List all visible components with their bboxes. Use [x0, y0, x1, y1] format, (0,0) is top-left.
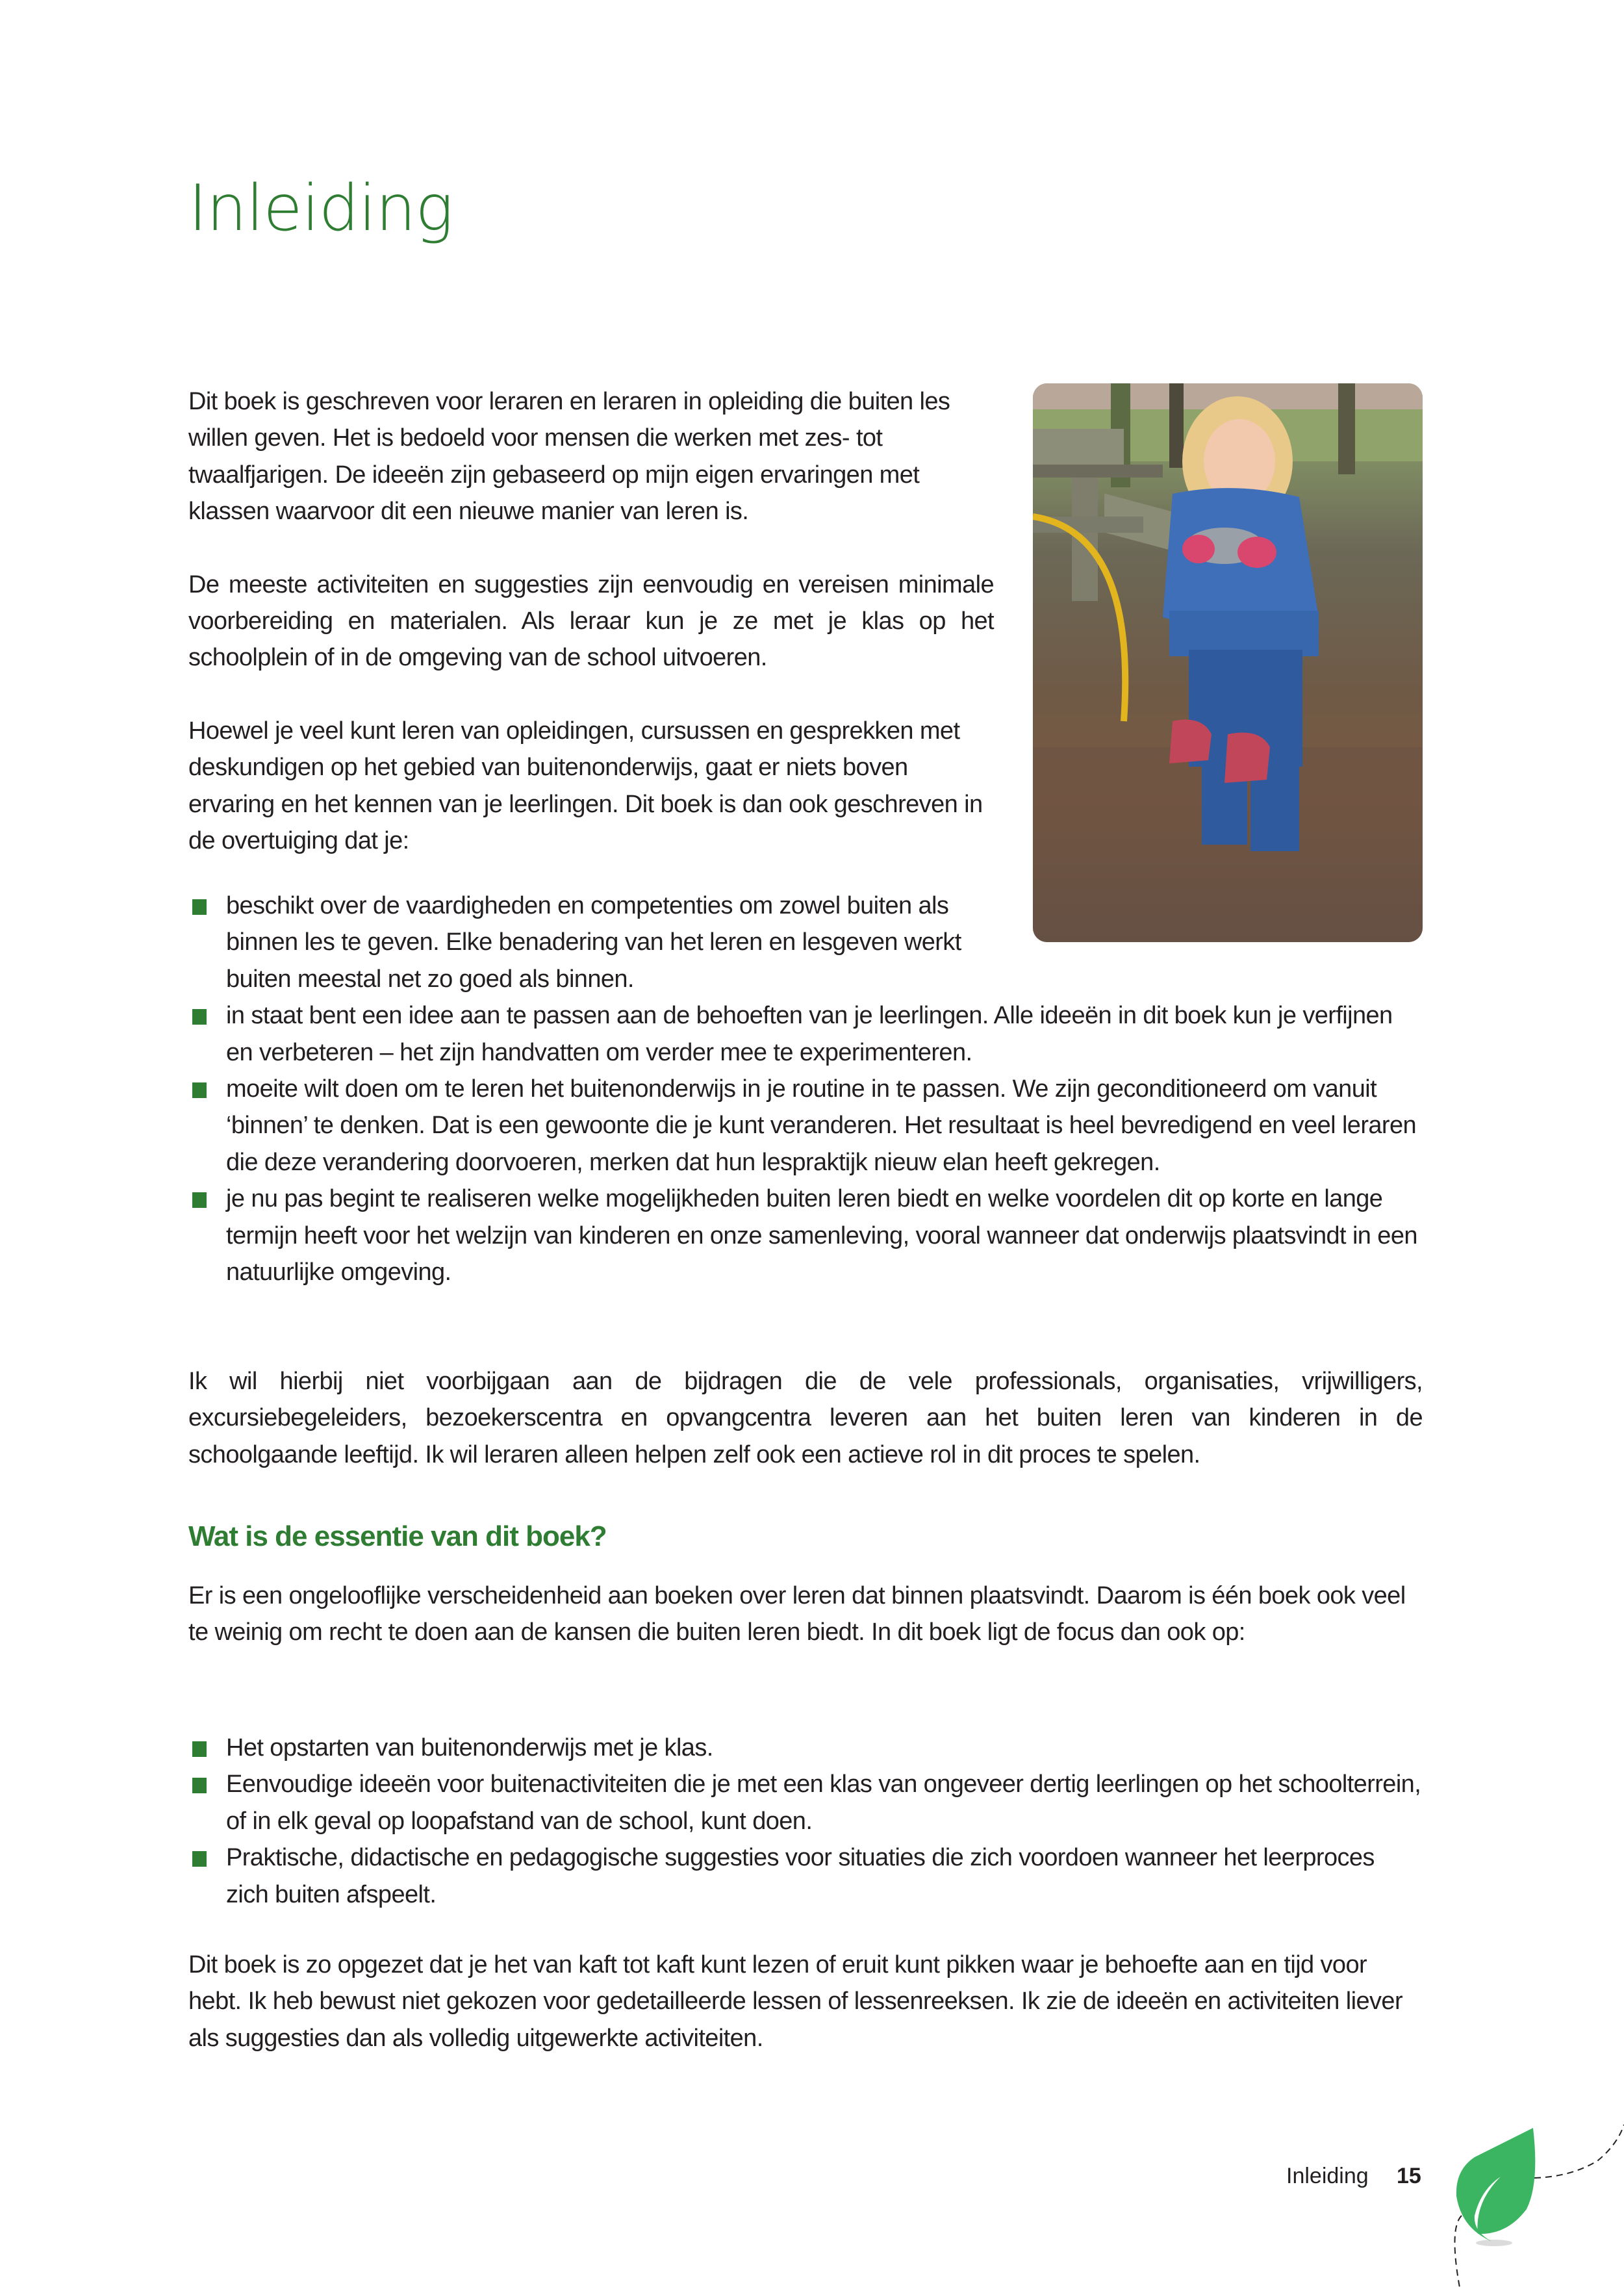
- leaf-icon: [1423, 2105, 1624, 2291]
- list-item-text: je nu pas begint te realiseren welke mogelijkheden buiten leren biedt en welke voordelen dit op korte en lange termijn heeft voor het welzijn van kinderen en onze samenleving, vooral wanneer dat onderwijs plaatsvindt in een natuurlijke omgeving.: [226, 1185, 1417, 1286]
- focus-list: [188, 1730, 1423, 1913]
- list-item: [188, 1181, 1423, 1290]
- leaf-shape: [1456, 2128, 1535, 2242]
- dashed-line-right: [1534, 2125, 1624, 2178]
- leaf-shadow: [1476, 2240, 1512, 2246]
- intro-paragraph-2: De meeste activiteiten en suggesties zijn eenvoudig en vereisen minimale voorbereiding en materialen. Als leraar kun je ze met je klas op het schoolplein of in de omgeving van de school uitvoeren.: [188, 570, 994, 672]
- child-outdoor-photo: [1033, 383, 1423, 942]
- photo-illustration: [1033, 383, 1423, 942]
- list-item: [188, 888, 994, 997]
- list-item-text: in staat bent een idee aan te passen aan de behoeften van je leerlingen. Alle ideeën in dit boek kun je verfijnen en verbeteren – het zijn handvatten om verder mee te experimenteren.: [226, 1002, 1393, 1066]
- section-heading: Wat is de essentie van dit boek?: [188, 1520, 607, 1552]
- acknowledgement-paragraph: Ik wil hierbij niet voorbijgaan aan de bijdragen die de vele professionals, organisaties, vrijwilligers, excursiebegeleiders, bezoekerscentra en opvangcentra leveren aan het buiten leren van kinderen in de schoolgaande leeftijd. Ik wil leraren alleen helpen zelf ook een actieve rol in dit proces te spelen.: [188, 1368, 1423, 1468]
- section-paragraph: Er is een ongelooflijke verscheidenheid aan boeken over leren dat binnen plaatsvindt. Daarom is één boek ook veel te weinig om recht te doen aan de kansen die buiten leren biedt. In dit boek ligt de focus dan ook op:: [188, 1582, 1406, 1646]
- dashed-line-down: [1454, 2216, 1462, 2291]
- list-item-text: Het opstarten van buitenonderwijs met je klas.: [226, 1734, 713, 1761]
- list-item: [188, 1071, 1423, 1181]
- list-item-text: Praktische, didactische en pedagogische suggesties voor situaties die zich voordoen wanneer het leerproces zich buiten afspeelt.: [226, 1844, 1375, 1908]
- green-square-bullet-icon: [192, 1192, 207, 1208]
- list-item: [188, 1839, 1423, 1913]
- intro-section: [188, 383, 994, 859]
- green-square-bullet-icon: [192, 899, 207, 915]
- green-square-bullet-icon: [192, 1741, 207, 1757]
- closing-paragraph: Dit boek is zo opgezet dat je het van kaft tot kaft kunt lezen of eruit kunt pikken waar je behoefte aan en tijd voor hebt. Ik heb bewust niet gekozen voor gedetailleerde lessen of lessenreeksen. Ik zie de ideeën en activiteiten liever als suggesties dan als volledig uitgewerkte activiteiten.: [188, 1951, 1403, 2052]
- green-square-bullet-icon: [192, 1851, 207, 1867]
- list-item: [188, 1730, 1423, 1766]
- intro-paragraph-3: Hoewel je veel kunt leren van opleidingen, cursussen en gesprekken met deskundigen op het gebied van buitenonderwijs, gaat er niets boven ervaring en het kennen van je leerlingen. Dit boek is dan ook geschreven in de overtuiging dat je:: [188, 717, 983, 855]
- list-item-text: moeite wilt doen om te leren het buitenonderwijs in je routine in te passen. We zijn geconditioneerd om vanuit ‘binnen’ te denken. Dat is een gewoonte die je kunt veranderen. Het resultaat is heel bevredigend en veel leraren die deze verandering doorvoeren, merken dat hun lespraktijk nieuw elan heeft gekregen.: [226, 1075, 1417, 1176]
- list-item: [188, 997, 1423, 1071]
- intro-paragraph-1: Dit boek is geschreven voor leraren en leraren in opleiding die buiten les willen geven. Het is bedoeld voor mensen die werken met zes- tot twaalfjarigen. De ideeën zijn gebaseerd op mijn eigen ervaringen met klassen waarvoor dit een nieuwe manier van leren is.: [188, 388, 950, 526]
- list-item-text: beschikt over de vaardigheden en competenties om zowel buiten als binnen les te geven. Elke benadering van het leren en lesgeven werkt buiten meestal net zo goed als binnen.: [226, 892, 961, 993]
- conviction-list: [188, 888, 1423, 1290]
- green-square-bullet-icon: [192, 1778, 207, 1793]
- green-square-bullet-icon: [192, 1009, 207, 1025]
- page-number: 15: [1397, 2164, 1421, 2188]
- green-square-bullet-icon: [192, 1082, 207, 1098]
- page-title: Inleiding: [188, 172, 453, 246]
- running-head: Inleiding: [1286, 2164, 1369, 2188]
- list-item-text: Eenvoudige ideeën voor buitenactiviteiten die je met een klas van ongeveer dertig leerlingen op het schoolterrein, of in elk geval op loopafstand van de school, kunt doen.: [226, 1771, 1421, 1835]
- list-item: [188, 1766, 1423, 1839]
